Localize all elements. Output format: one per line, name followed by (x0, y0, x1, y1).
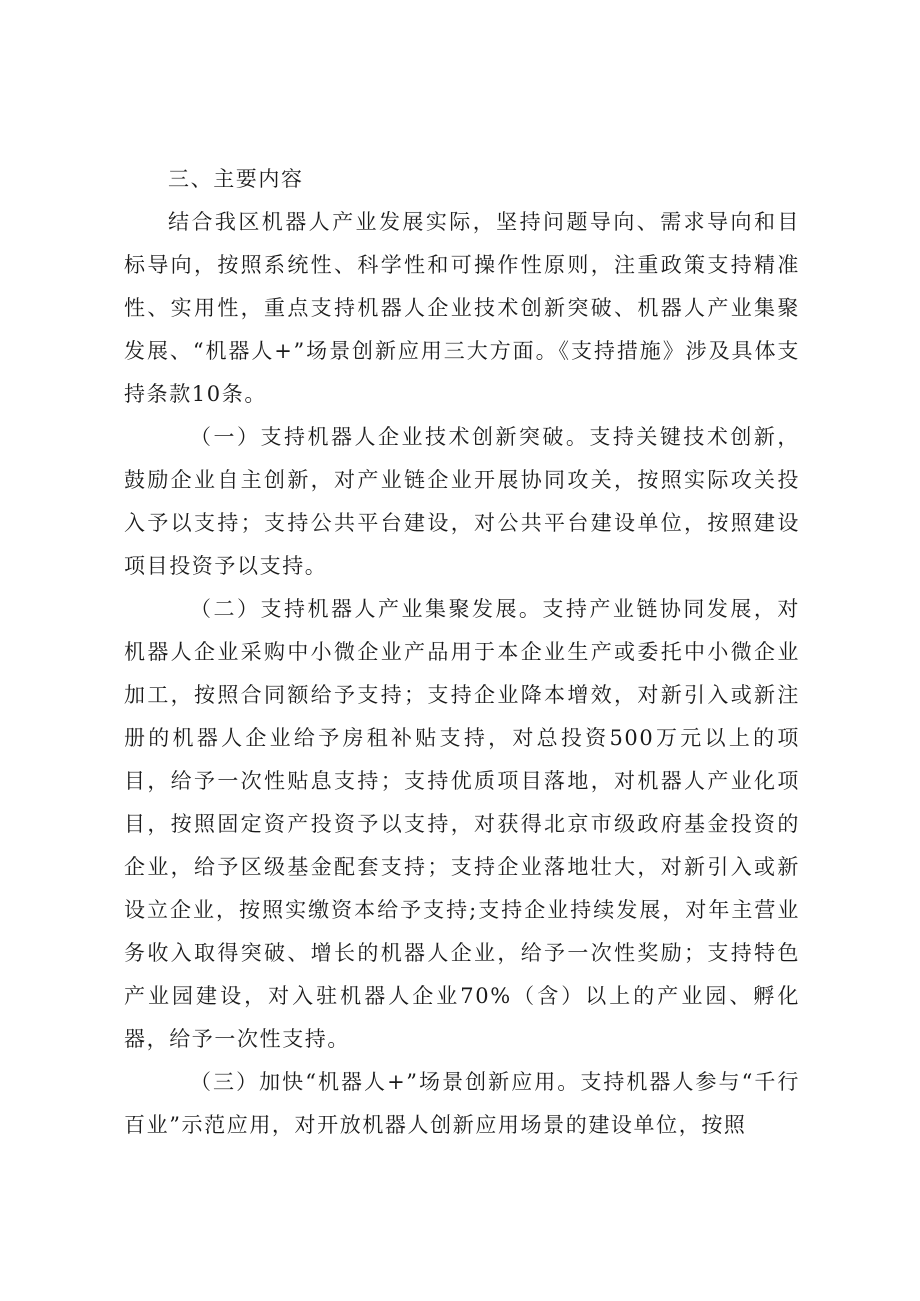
document-body (124, 158, 800, 1147)
paragraph-overview: 结合我区机器人产业发展实际，坚持问题导向、需求导向和目标导向，按照系统性、科学性和可操作性原则，注重政策支持精准性、实用性，重点支持机器人企业技术创新突破、机器人产业集聚发展、“机器人+”场景创新应用三大方面。《支持措施》涉及具体支持条款10条。 (124, 210, 800, 406)
paragraph-tech-innovation: （一）支持机器人企业技术创新突破。支持关键技术创新，鼓励企业自主创新，对产业链企业开展协同攻关，按照实际攻关投入予以支持；支持公共平台建设，对公共平台建设单位，按照建设项目投资予以支持。 (124, 425, 800, 578)
paragraph-industry-cluster: （二）支持机器人产业集聚发展。支持产业链协同发展，对机器人企业采购中小微企业产品用于本企业生产或委托中小微企业加工，按照合同额给予支持；支持企业降本增效，对新引入或新注册的机器人企业给予房租补贴支持，对总投资500万元以上的项目，给予一次性贴息支持；支持优质项目落地，对机器人产业化项目，按照固定资产投资予以支持，对获得北京市级政府基金投资的企业，给予区级基金配套支持；支持企业落地壮大，对新引入或新设立企业，按照实缴资本给予支持;支持企业持续发展，对年主营业务收入取得突破、增长的机器人企业，给予一次性奖励；支持特色产业园建设，对入驻机器人企业70%（含）以上的产业园、孵化器，给予一次性支持。 (124, 597, 800, 1051)
paragraph-scenario-application: （三）加快“机器人+”场景创新应用。支持机器人参与“千行百业”示范应用，对开放机器人创新应用场景的建设单位，按照 (124, 1070, 800, 1137)
section-heading: 三、主要内容 (168, 167, 304, 191)
